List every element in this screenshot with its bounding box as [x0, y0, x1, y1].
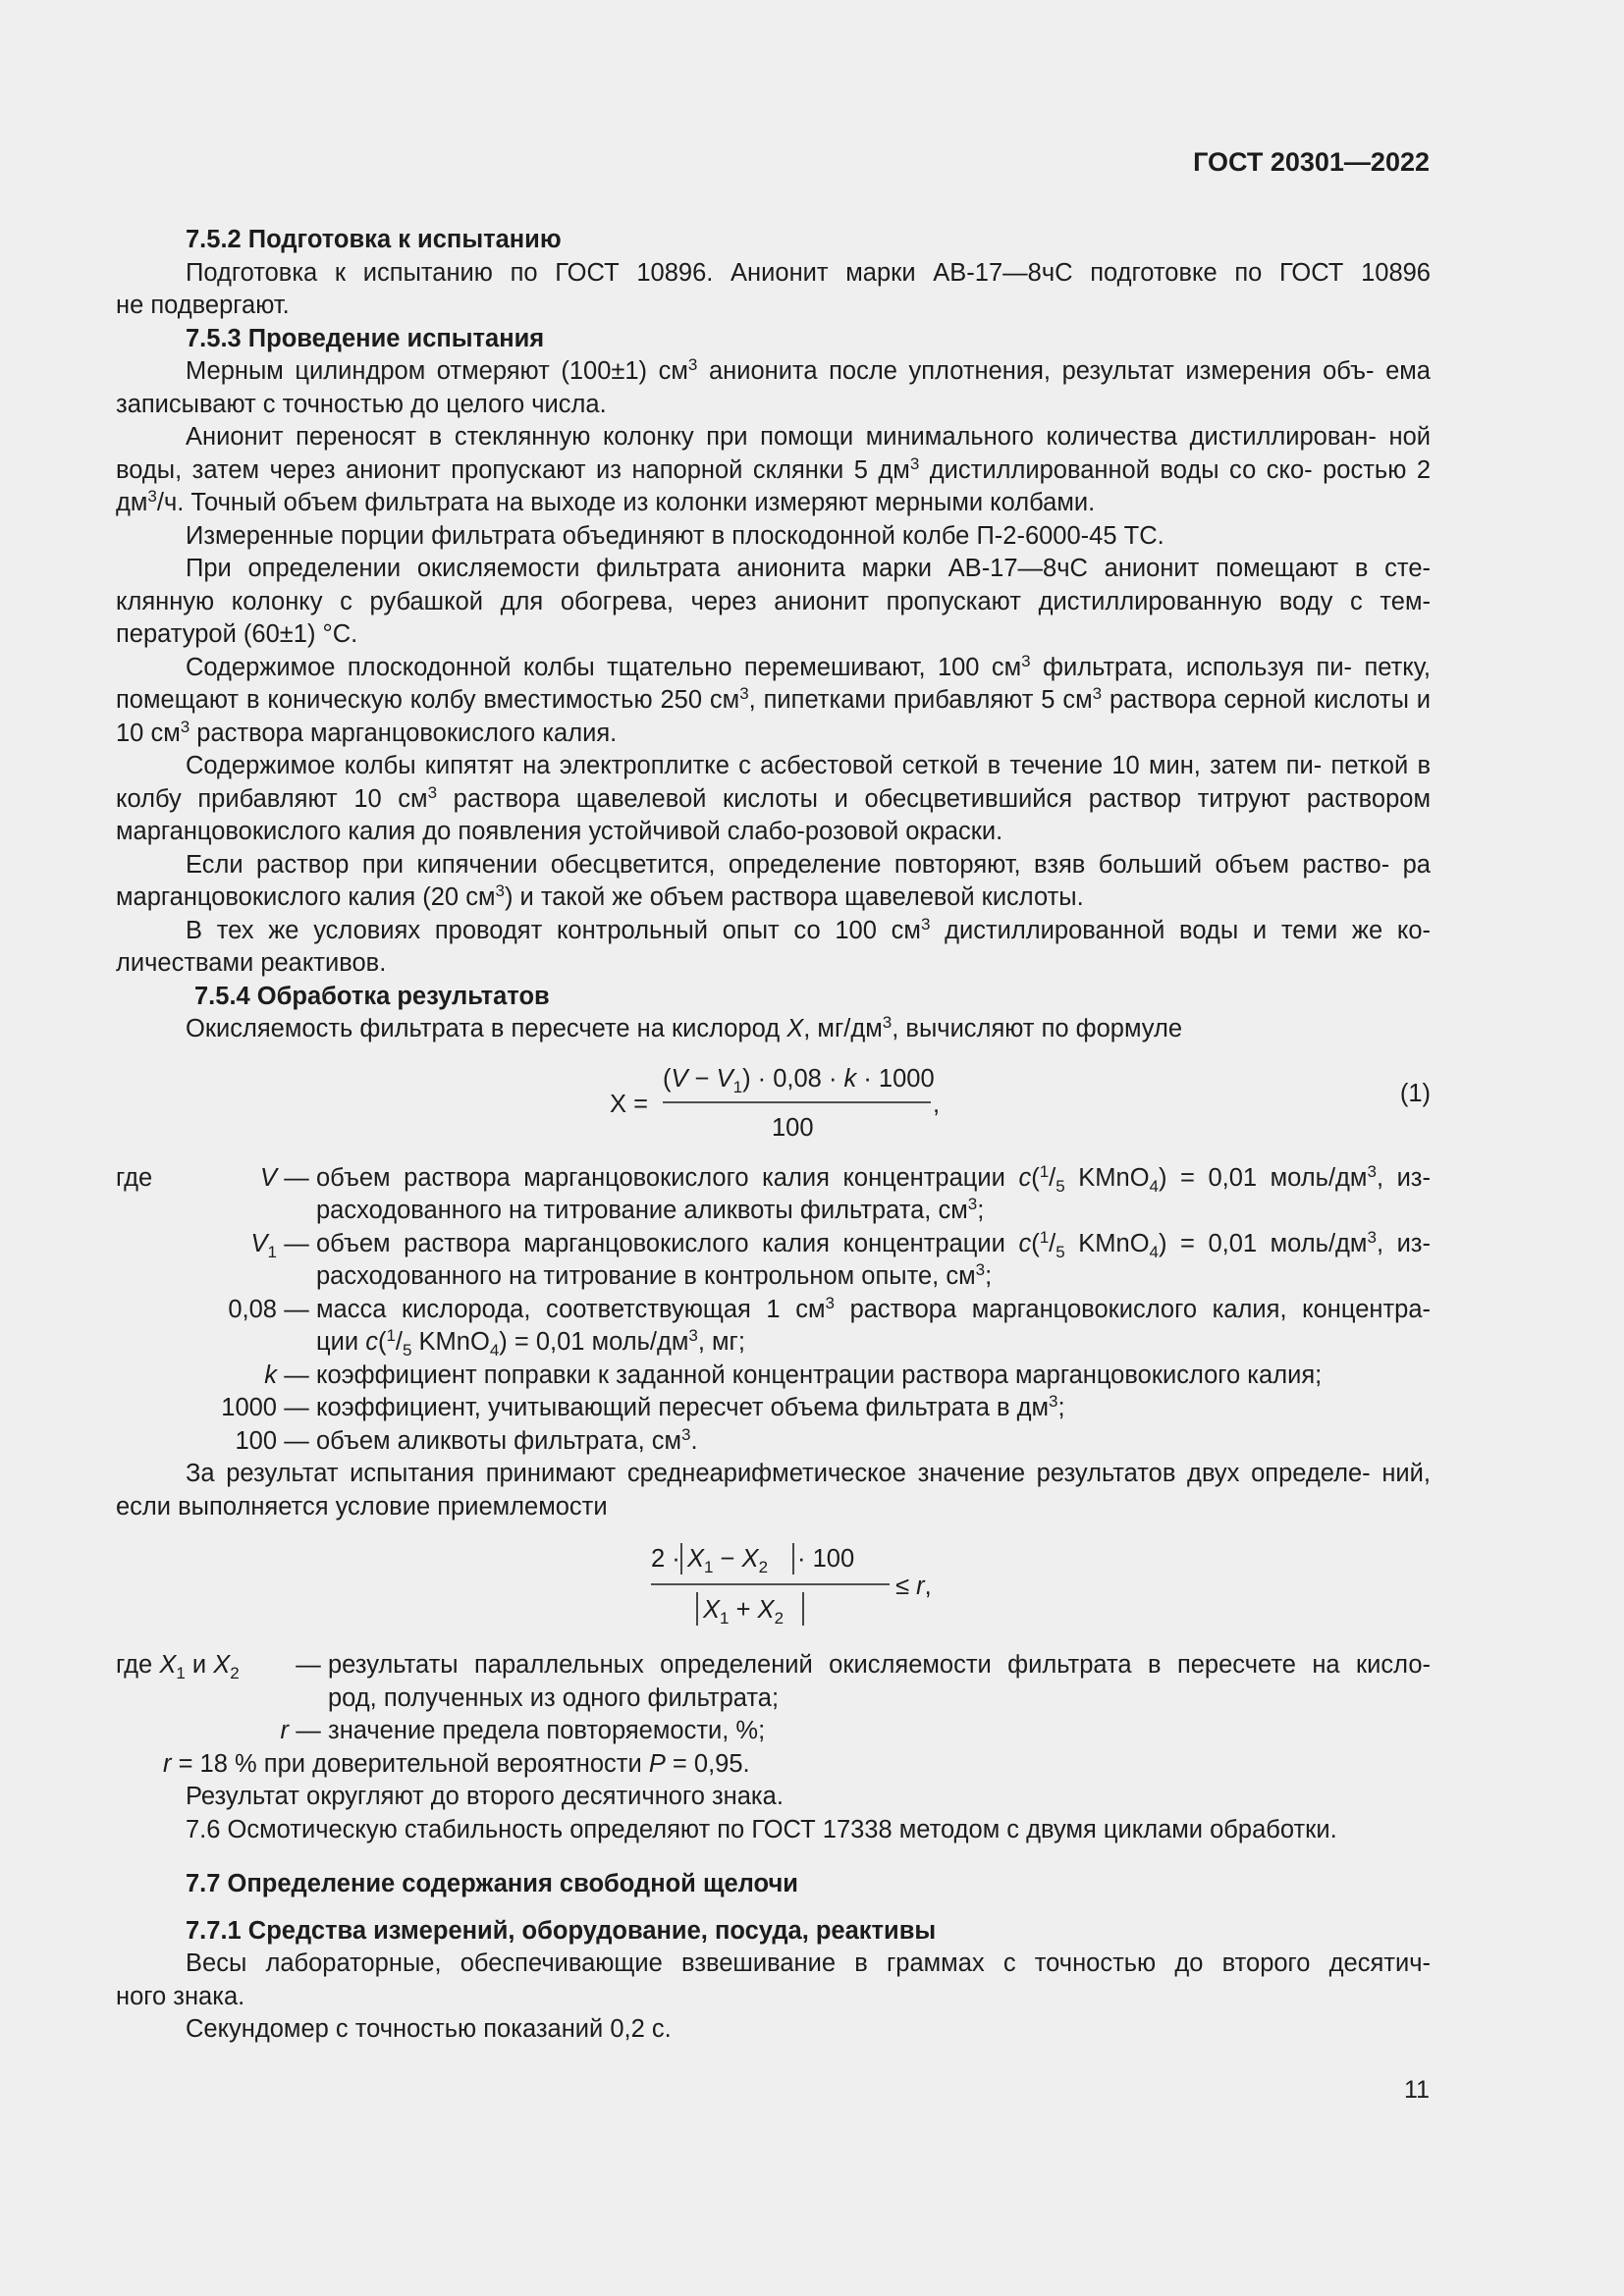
definition-row-continued: род, полученных из одного фильтрата;: [328, 1683, 780, 1712]
paragraph: При определении окисляемости фильтрата анионита марки АВ-17—8чС анионит помещают в сте- клянную колонку с рубашкой для обогрева, через анионит пропускают дистиллированную воду с тем- пературой (60±1) °С.: [116, 555, 1431, 648]
formula2-numerator: 2 ·: [651, 1545, 680, 1573]
definition-row-continued: ции $c(^1/_5$ KMnO$_4$) = 0,01 моль/$дм^3$, мг;: [316, 1326, 745, 1360]
paragraph: Содержимое колбы кипятят на электроплитке с асбестовой сеткой в течение 10 мин, затем пи- петкой в колбу прибавляют 10 $см^3$ раствора щавелевой кислоты и обесцветившийся раствор титруют раствором марганцовокислого калия до появления устойчивой слабо-розовой окраски.: [116, 752, 1432, 845]
paragraph: За результат испытания принимают среднеарифметическое значение результатов двух определе- ний, если выполняется условие приемлемости: [116, 1460, 1431, 1521]
page-number: 11: [1404, 2076, 1430, 2104]
standard-header: ГОСТ 20301—2022: [1193, 147, 1430, 177]
definition-row-continued: расходованного на титрование аликвоты фильтрата, $см^3$;: [316, 1195, 985, 1224]
paragraph: Подготовка к испытанию по ГОСТ 10896. Анионит марки АВ-17—8чС подготовке по ГОСТ 10896: [186, 258, 1431, 287]
formula2-mult: · 100: [797, 1545, 855, 1573]
paragraph: Анионит переносят в стеклянную колонку при помощи минимального количества дистиллирован- ной воды, затем через анионит пропускают из напорной склянки 5 $дм^3$ дистиллированной воды со ско- ростью 2 $дм^3/ч$. Точный объем фильтрата на выходе из колонки измеряют мерными колбами.: [116, 423, 1431, 516]
paragraph-continued: не подвергают.: [116, 292, 290, 319]
formula-1: [116, 1052, 1431, 1162]
paragraph: Окисляемость фильтрата в пересчете на кислород X, $мг/дм^3$, вычисляют по формуле: [186, 1013, 1183, 1042]
variable-definitions: [116, 1162, 1431, 1459]
paragraph: Мерным цилиндром отмеряют (100±1) $см^3$ анионита после уплотнения, результат измерения объ- ема записывают с точностью до целого числа.: [116, 355, 1431, 418]
paragraph-7-6: 7.6 Осмотическую стабильность определяют по ГОСТ 17338 методом с двумя циклами обработки.: [186, 1815, 1337, 1843]
section-7-5-2-title: 7.5.2 Подготовка к испытанию: [186, 226, 562, 253]
formula2-sum: $X_1 + X_2$: [703, 1596, 785, 1628]
formula-numerator: $(V - V_1) \cdot 0,08 \cdot k \cdot 1000$: [663, 1064, 935, 1096]
paragraph: Если раствор при кипячении обесцветится, определение повторяют, взяв больший объем раство- ра марганцовокислого калия (20 $см^3$) и такой же объем раствора щавелевой кислоты.: [116, 850, 1431, 911]
definition-row: 1000 — коэффициент, учитывающий пересчет объема фильтрата в $дм^3$;: [221, 1392, 1065, 1421]
equation-number: (1): [1399, 1079, 1431, 1107]
paragraph-continued: ного знака.: [116, 1982, 245, 2010]
paragraph: Результат округляют до второго десятичного знака.: [186, 1783, 784, 1810]
page-content: [116, 224, 1431, 2047]
section-7-7-title: 7.7 Определение содержания свободной щелочи: [186, 1870, 798, 1897]
formula2-condition: ≤ r,: [895, 1573, 932, 1600]
definition-row-continued: расходованного на титрование в контрольном опыте, $см^3$;: [316, 1260, 993, 1290]
formula2-diff: $X_1 - X_2$: [687, 1545, 769, 1576]
section-7-5-3-title: 7.5.3 Проведение испытания: [186, 324, 545, 352]
formula-2: [116, 1529, 1431, 1645]
repeatability-limit: r = 18 % при доверительной вероятности P = 0,95.: [163, 1749, 750, 1778]
formula-comma: ,: [933, 1090, 941, 1118]
paragraph: Секундомер с точностью показаний 0,2 с.: [186, 2015, 672, 2043]
definition-row: $V_1$ — объем раствора марганцовокислого калия концентрации $c(^1/_5$ KMnO$_4$) = 0,01 моль/$дм^3$, из-: [250, 1227, 1431, 1261]
formula-1-graphic: [116, 1052, 1431, 1162]
definition-row: 100 — объем аликвоты фильтрата, $см^3$.: [235, 1424, 698, 1455]
formula-denominator: 100: [772, 1113, 814, 1142]
formula-2-graphic: [116, 1529, 1431, 1645]
paragraph: Содержимое плоскодонной колбы тщательно перемешивают, 100 $см^3$ фильтрата, используя пи- петку, помещают в коническую колбу вместимостью 250 $см^3$, пипетками прибавляют 5 $см^3$ раствора серной кислоты и 10 $см^3$ раствора марганцовокислого калия.: [116, 651, 1432, 747]
section-7-5-4-title: 7.5.4 Обработка результатов: [194, 982, 550, 1010]
paragraph: В тех же условиях проводят контрольный опыт со 100 $см^3$ дистиллированной воды и теми же ко- личествами реактивов.: [116, 914, 1431, 977]
definition-row: 0,08 — масса кислорода, соответствующая 1 $см^3$ раствора марганцовокислого калия, концентра-: [228, 1293, 1431, 1323]
definition-row: r — значение предела повторяемости, %;: [280, 1717, 766, 1744]
section-7-7-1-title: 7.7.1 Средства измерений, оборудование, посуда, реактивы: [186, 1916, 937, 1945]
paragraph: Измеренные порции фильтрата объединяют в плоскодонной колбе П-2-6000-45 ТС.: [186, 521, 1164, 550]
definition-row: k — коэффициент поправки к заданной концентрации раствора марганцовокислого калия;: [264, 1361, 1323, 1389]
paragraph: Весы лабораторные, обеспечивающие взвешивание в граммах с точностью до второго десятич-: [186, 1949, 1431, 1977]
definition-row: где V — объем раствора марганцовокислого калия концентрации $c(^1/_5$ KMnO$_4$) = 0,01 моль/$дм^3$, из-: [116, 1161, 1431, 1196]
definition-row: где $X_1$ и $X_2$ — результаты параллельных определений окисляемости фильтрата в пересчете на кисло-: [116, 1651, 1431, 1682]
variable-definitions-2: [116, 1649, 1431, 1748]
formula-lhs: X =: [610, 1090, 648, 1118]
